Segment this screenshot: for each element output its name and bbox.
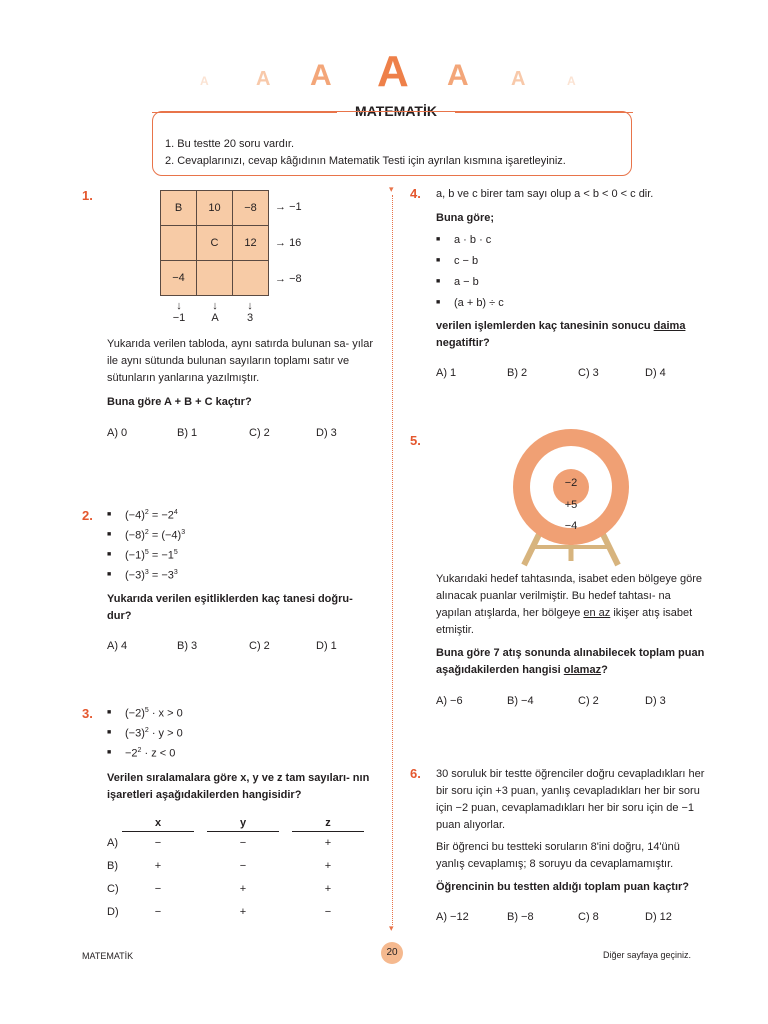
option-b[interactable]: B) 1 <box>177 427 198 439</box>
col-header-x: x <box>122 817 194 832</box>
page-title: MATEMATİK <box>355 103 437 119</box>
row-sum: → −8 <box>275 273 302 285</box>
grid-cell <box>197 261 233 296</box>
grid-cell <box>161 226 197 261</box>
sign-cell: − <box>154 906 162 918</box>
grid-cell: 12 <box>233 226 269 261</box>
number-grid <box>160 190 269 296</box>
option-a[interactable]: A) 0 <box>107 427 128 439</box>
footer-next-page: Diğer sayfaya geçiniz. <box>603 950 692 960</box>
question-text: a, b ve c birer tam sayı olup a < b < 0 < c dir. <box>436 188 654 200</box>
expression-item: ■ a · b · c <box>454 234 491 246</box>
col-sum: ↓ −1 <box>172 300 186 324</box>
inequality-item: ■ $(-2)^5 \cdot x > 0$ <box>125 707 183 720</box>
option-d[interactable]: D) 1 <box>316 640 337 652</box>
row-sum: → 16 <box>275 237 302 249</box>
instructions-box <box>152 111 632 176</box>
footer-subject: MATEMATİK <box>82 951 134 961</box>
target-board <box>510 425 632 567</box>
question-prompt: Yukarıda verilen eşitliklerden kaç tanesi doğru- dur? <box>107 593 353 622</box>
page-number: 20 <box>381 942 403 964</box>
grid-cell: B <box>161 191 197 226</box>
deco-letter: A <box>377 47 409 96</box>
score-label-outer: −4 <box>564 520 578 532</box>
sign-cell: + <box>324 860 332 872</box>
option-d[interactable]: D) 3 <box>645 695 666 707</box>
option-c[interactable]: C) 2 <box>249 640 270 652</box>
question-text: Bir öğrenci bu testteki soruların 8'ini doğru, 14'ünü yanlış cevaplamış; 8 soruyu da cevaplamamıştır. <box>436 841 680 870</box>
option-a[interactable]: A) −6 <box>436 695 463 707</box>
deco-letter: A <box>256 68 271 90</box>
question-prompt: Buna göre A + B + C kaçtır? <box>107 396 252 408</box>
equation-item: ■ $(-1)^5 = -1^5$ <box>125 549 178 562</box>
sign-cell: + <box>324 883 332 895</box>
option-d[interactable]: D) 4 <box>645 367 666 379</box>
option-c[interactable]: C) 2 <box>249 427 270 439</box>
deco-letter: A <box>310 59 332 92</box>
sign-cell: − <box>239 860 247 872</box>
question-text: Yukarıda verilen tabloda, aynı satırda bulunan sa- yılar ile aynı sütunda bulunan sayıların toplamı satır ve sütunların yanlarına yazılmıştır. <box>107 338 373 384</box>
option-a[interactable]: A) −12 <box>436 911 469 923</box>
option-b[interactable]: B) <box>107 860 118 872</box>
question-prompt: Verilen sıralamalara göre x, y ve z tam sayıları- nın işaretleri aşağıdakilerden hangisidir? <box>107 772 370 801</box>
option-d[interactable]: D) 3 <box>316 427 337 439</box>
col-sum: ↓ A <box>211 300 219 324</box>
question-number: 5. <box>410 433 421 448</box>
instruction-item: 2. Cevaplarınızı, cevap kâğıdının Matematik Testi için ayrılan kısmına işaretleyiniz. <box>165 155 566 167</box>
col-header-z: z <box>292 817 364 832</box>
option-a[interactable]: A) 4 <box>107 640 128 652</box>
col-sum: ↓ 3 <box>246 300 254 324</box>
column-divider <box>392 195 394 925</box>
deco-letter: A <box>200 74 209 88</box>
sign-cell: + <box>324 837 332 849</box>
question-prompt: Öğrencinin bu testten aldığı toplam puan kaçtır? <box>436 881 690 893</box>
instruction-item: 1. Bu testte 20 soru vardır. <box>165 138 295 150</box>
sign-cell: − <box>324 906 332 918</box>
question-prompt: Buna göre 7 atış sonunda alınabilecek toplam puan aşağıdakilerden hangisi olamaz? <box>436 647 705 676</box>
option-b[interactable]: B) −8 <box>507 911 534 923</box>
question-prompt: verilen işlemlerden kaç tanesinin sonucu daima negatiftir? <box>436 320 686 349</box>
deco-letter: A <box>567 74 576 88</box>
option-c[interactable]: C) 2 <box>578 695 599 707</box>
expression-item: ■ a − b <box>454 276 479 288</box>
question-number: 6. <box>410 766 421 781</box>
option-a[interactable]: A) 1 <box>436 367 457 379</box>
equation-item: ■ $(-8)^2 = (-4)^3$ <box>125 529 185 542</box>
option-c[interactable]: C) 8 <box>578 911 599 923</box>
question-lead: Buna göre; <box>436 212 495 224</box>
sign-cell: − <box>154 837 162 849</box>
option-b[interactable]: B) −4 <box>507 695 534 707</box>
question-number: 1. <box>82 188 93 203</box>
option-b[interactable]: B) 2 <box>507 367 528 379</box>
expression-item: ■ c − b <box>454 255 478 267</box>
grid-cell: C <box>197 226 233 261</box>
inequality-item: ■ $(-3)^2 \cdot y > 0$ <box>125 727 183 740</box>
deco-letter: A <box>447 59 469 92</box>
option-b[interactable]: B) 3 <box>177 640 198 652</box>
grid-cell <box>233 261 269 296</box>
divider-arrow-top: ▾ <box>389 184 394 194</box>
option-a[interactable]: A) <box>107 837 118 849</box>
score-label-middle: +5 <box>564 499 578 511</box>
equation-item: ■ $(-3)^3 = -3^3$ <box>125 569 178 582</box>
option-c[interactable]: C) 3 <box>578 367 599 379</box>
question-text: 30 soruluk bir testte öğrenciler doğru cevapladıkları her bir soru için +3 puan, yanlış cevapladıkları her bir soru için −2 puan, cevaplamadıkları her bir soru için de −1 puan alıyorlar. <box>436 768 705 831</box>
question-text: Yukarıdaki hedef tahtasında, isabet eden bölgeye göre alınacak puanlar verilmiştir. Bu hedef tahtası- na yapılan atışlarda, her bölgeye en az ikişer atış isabet etmiştir. <box>436 573 703 636</box>
question-number: 2. <box>82 508 93 523</box>
grid-cell: −8 <box>233 191 269 226</box>
col-header-y: y <box>207 817 279 832</box>
inequality-item: ■ $-2^2 \cdot z < 0$ <box>125 747 175 760</box>
deco-letter: A <box>511 68 526 90</box>
option-c[interactable]: C) <box>107 883 119 895</box>
row-sum: → −1 <box>275 201 302 213</box>
divider-arrow-bottom: ▾ <box>389 923 394 933</box>
score-label-center: −2 <box>564 477 578 489</box>
expression-item: ■ (a + b) ÷ c <box>454 297 504 309</box>
sign-cell: + <box>239 883 247 895</box>
sign-cell: − <box>239 837 247 849</box>
question-number: 3. <box>82 706 93 721</box>
option-d[interactable]: D) <box>107 906 119 918</box>
grid-cell: 10 <box>197 191 233 226</box>
sign-cell: + <box>154 860 162 872</box>
grid-cell: −4 <box>161 261 197 296</box>
equation-item: ■ $(-4)^2 = -2^4$ <box>125 509 178 522</box>
question-number: 4. <box>410 186 421 201</box>
sign-cell: + <box>239 906 247 918</box>
option-d[interactable]: D) 12 <box>645 911 672 923</box>
sign-cell: − <box>154 883 162 895</box>
